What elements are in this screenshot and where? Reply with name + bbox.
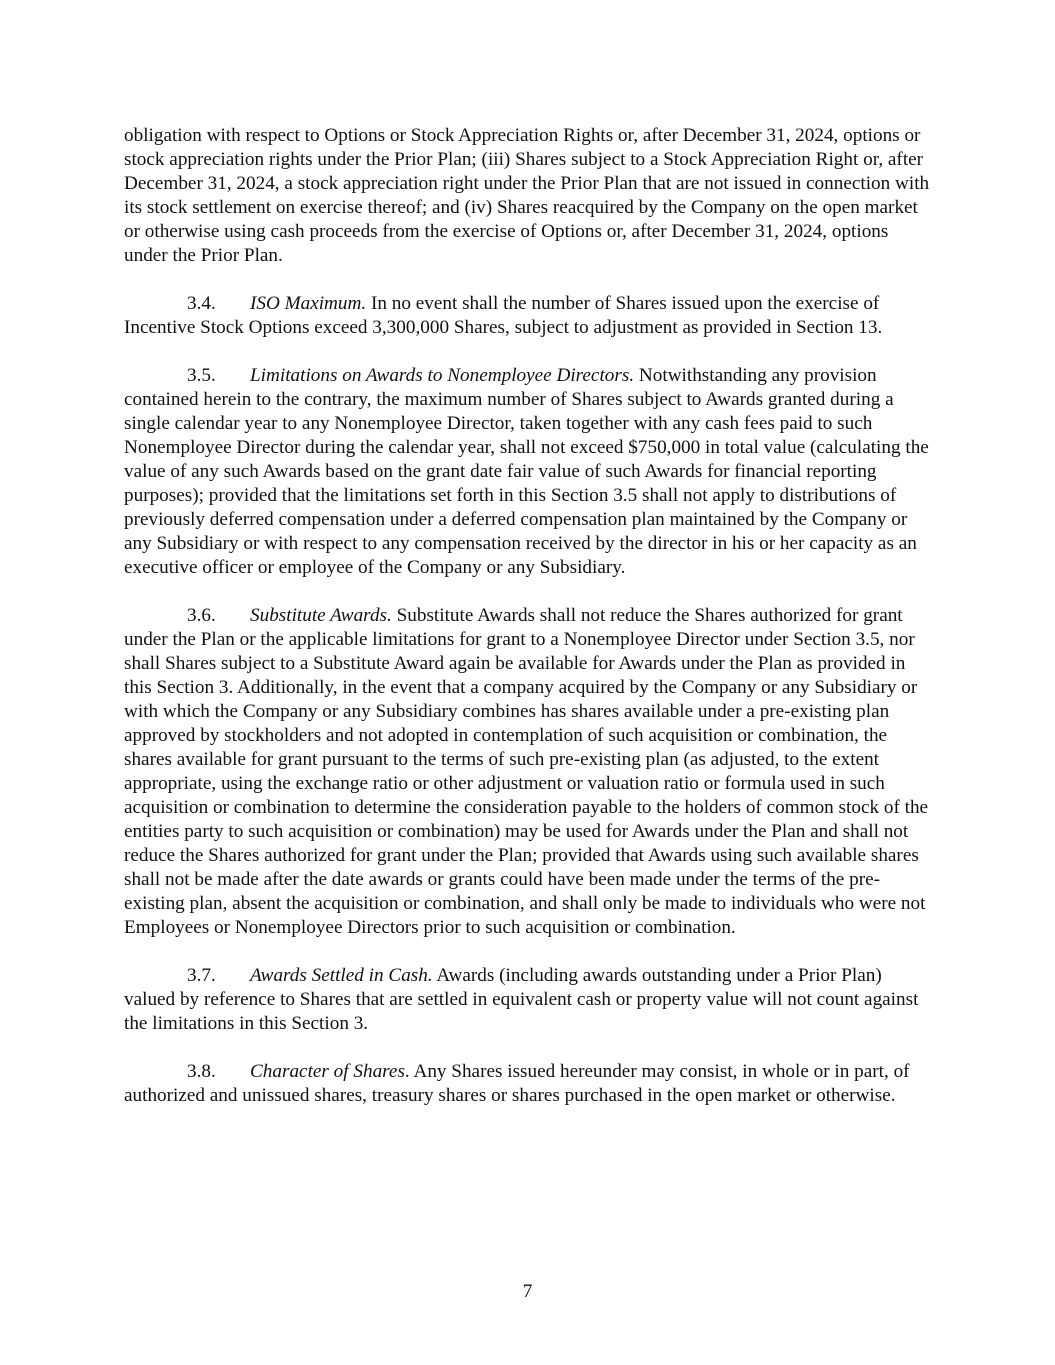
section-body: Substitute Awards shall not reduce the Shares authorized for grant under the Plan or the applicable limitations for grant to a Nonemployee Director under Section 3.5, nor shall Shares subject to a Substitute Award again be available for Awards under the Plan as provided in this Section 3. Additionally, in the event that a company acquired by the Company or any Subsidiary or with which the Company or any Subsidiary combines has shares available under a pre-existing plan approved by stockholders and not adopted in contemplation of such acquisition or combination, the shares available for grant pursuant to the terms of such pre-existing plan (as adjusted, to the extent appropriate, using the exchange ratio or other adjustment or valuation ratio or formula used in such acquisition or combination to determine the consideration payable to the holders of common stock of the entities party to such acquisition or combination) may be used for Awards under the Plan and shall not reduce the Shares authorized for grant under the Plan; provided that Awards using such available shares shall not be made after the date awards or grants could have been made under the terms of the pre-existing plan, absent the acquisition or combination, and shall only be made to individuals who were not Employees or Nonemployee Directors prior to such acquisition or combination. xyxy=(124,605,929,938)
section-heading: Substitute Awards. xyxy=(250,605,392,626)
section-body: Notwithstanding any provision contained herein to the contrary, the maximum number of Shares subject to Awards granted during a single calendar year to any Nonemployee Director, taken together with any cash fees paid to such Nonemployee Director during the calendar year, shall not exceed $750,000 in total value (calculating the value of any such Awards based on the grant date fair value of such Awards for financial reporting purposes); provided that the limitations set forth in this Section 3.5 shall not apply to distributions of previously deferred compensation under a deferred compensation plan maintained by the Company or any Subsidiary or with respect to any compensation received by the director in his or her capacity as an executive officer or employee of the Company or any Subsidiary. xyxy=(124,365,929,578)
document-page xyxy=(124,124,936,1132)
section-number: 3.4. xyxy=(187,293,216,314)
section-number: 3.6. xyxy=(187,605,216,626)
section-heading: Limitations on Awards to Nonemployee Directors. xyxy=(250,365,635,386)
section-3-7 xyxy=(124,964,936,1036)
section-number: 3.5. xyxy=(187,365,216,386)
section-heading: Character of Shares xyxy=(250,1061,405,1082)
section-heading: Awards Settled in Cash. xyxy=(250,965,433,986)
section-heading: ISO Maximum. xyxy=(250,293,367,314)
section-3-4 xyxy=(124,292,936,340)
section-number: 3.8. xyxy=(187,1061,216,1082)
section-3-6 xyxy=(124,604,936,940)
section-body: In no event shall the number of Shares issued upon the exercise of Incentive Stock Options exceed 3,300,000 Shares, subject to adjustment as provided in Section 13. xyxy=(124,293,883,338)
section-3-5 xyxy=(124,364,936,580)
page-number: 7 xyxy=(522,1281,533,1302)
section-body: . Any Shares issued hereunder may consist, in whole or in part, of authorized and unissued shares, treasury shares or shares purchased in the open market or otherwise. xyxy=(124,1061,910,1106)
section-body: Awards (including awards outstanding under a Prior Plan) valued by reference to Shares that are settled in equivalent cash or property value will not count against the limitations in this Section 3. xyxy=(124,965,919,1034)
intro-paragraph: obligation with respect to Options or Stock Appreciation Rights or, after December 31, 2024, options or stock appreciation rights under the Prior Plan; (iii) Shares subject to a Stock Appreciation Right or, after December 31, 2024, a stock appreciation right under the Prior Plan that are not issued in connection with its stock settlement on exercise thereof; and (iv) Shares reacquired by the Company on the open market or otherwise using cash proceeds from the exercise of Options or, after December 31, 2024, options under the Prior Plan. xyxy=(124,125,930,266)
section-3-8 xyxy=(124,1060,936,1108)
section-number: 3.7. xyxy=(187,965,216,986)
